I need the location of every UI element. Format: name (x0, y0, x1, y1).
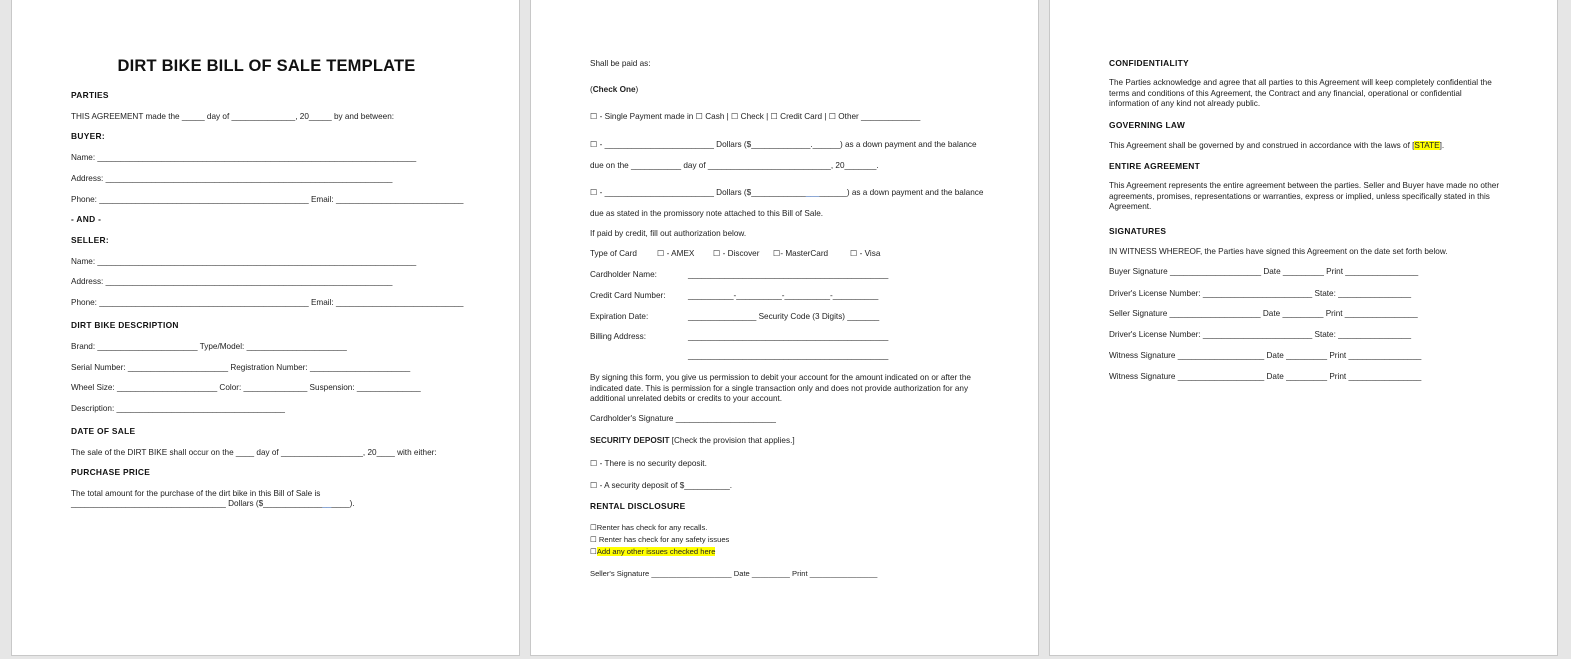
down-payment-option-1: ☐ - ________________________ Dollars ($_____________.______) as a down payment and the balance (590, 140, 977, 149)
agreement-line: THIS AGREEMENT made the _____ day of ______________, 20_____ by and between: (71, 112, 395, 121)
down-payment-2c: ______) as a down payment and the balance (819, 188, 984, 197)
price-line-2a: __________________________________ Dollars ($_____________ (71, 499, 323, 508)
rental-other-item (590, 547, 715, 557)
price-link-mark: __ (322, 499, 332, 508)
price-line-2c: ____). (331, 499, 355, 508)
security-deposit-heading: SECURITY DEPOSIT (590, 436, 670, 445)
due-on-line: due on the ___________ day of ___________________________, 20_______. (590, 161, 879, 170)
seller-signature-line-p3: Seller Signature ____________________ Date _________ Print ________________ (1109, 309, 1418, 318)
rental-other-text: Add any other issues checked here (596, 547, 716, 556)
seller-phone-field: Phone: ______________________________________________ Email: ____________________________ (71, 298, 464, 307)
description-field: Description: _____________________________________ (71, 404, 285, 413)
card-discover-option: ☐ - Discover (713, 249, 760, 258)
signatures-heading: SIGNATURES (1109, 226, 1167, 236)
sale-date-line: The sale of the DIRT BIKE shall occur on the ____ day of __________________, 20____ with either: (71, 448, 437, 457)
card-amex-option: ☐ - AMEX (657, 249, 695, 258)
check-one-suffix: ) (635, 85, 639, 94)
confidentiality-heading: CONFIDENTIALITY (1109, 58, 1189, 68)
price-line-2 (71, 499, 355, 509)
document-page-1 (11, 0, 520, 656)
expiration-field: _______________ Security Code (3 Digits) _______ (688, 312, 880, 321)
brand-field: Brand: ______________________ Type/Model: ______________________ (71, 342, 347, 351)
rental-other-checkbox: ☐ (590, 547, 597, 556)
down-payment-2a: ☐ - ________________________ Dollars ($____________ (590, 188, 806, 197)
security-deposit-line (590, 436, 795, 446)
governing-law-line (1109, 141, 1444, 151)
deposit-amount-option: ☐ - A security deposit of $__________. (590, 481, 733, 490)
check-one-prefix: ( (590, 85, 593, 94)
card-mastercard-option: ☐- MasterCard (773, 249, 829, 258)
and-separator: - AND - (71, 214, 102, 224)
due-note-line: due as stated in the promissory note attached to this Bill of Sale. (590, 209, 824, 218)
governing-law-heading: GOVERNING LAW (1109, 120, 1186, 130)
cardholder-field: ____________________________________________ (688, 270, 889, 279)
parties-heading: PARTIES (71, 90, 109, 100)
buyer-name-field: Name: ______________________________________________________________________ (71, 153, 417, 162)
document-page-3 (1049, 0, 1558, 656)
governing-law-suffix: ]. (1439, 141, 1445, 150)
date-of-sale-heading: DATE OF SALE (71, 426, 136, 436)
seller-heading: SELLER: (71, 235, 109, 245)
rental-disclosure-heading: RENTAL DISCLOSURE (590, 501, 686, 511)
serial-field: Serial Number: ______________________ Registration Number: ______________________ (71, 363, 411, 372)
state-placeholder: STATE (1414, 141, 1440, 150)
expiration-label: Expiration Date: (590, 312, 649, 321)
card-type-label: Type of Card (590, 249, 637, 258)
cardholder-signature: Cardholder's Signature ______________________ (590, 414, 776, 423)
seller-name-field: Name: ______________________________________________________________________ (71, 257, 417, 266)
price-line-1: The total amount for the purchase of the dirt bike in this Bill of Sale is (71, 489, 321, 498)
seller-signature-line: Seller's Signature ___________________ Date _________ Print ________________ (590, 569, 878, 578)
cc-number-field: __________-__________-__________-__________ (688, 291, 879, 300)
billing-field-2: ____________________________________________ (688, 351, 889, 360)
check-one-label: Check One (592, 85, 636, 94)
rental-recalls-item: ☐Renter has check for any recalls. (590, 523, 708, 532)
cc-number-label: Credit Card Number: (590, 291, 666, 300)
cardholder-label: Cardholder Name: (590, 270, 657, 279)
buyer-heading: BUYER: (71, 131, 105, 141)
witness-signature-line-1: Witness Signature ___________________ Date _________ Print ________________ (1109, 351, 1422, 360)
entire-agreement-heading: ENTIRE AGREEMENT (1109, 161, 1201, 171)
governing-law-text: This Agreement shall be governed by and construed in accordance with the laws of [ (1109, 141, 1415, 150)
seller-license-line: Driver's License Number: ________________________ State: ________________ (1109, 330, 1412, 339)
check-one-line (590, 85, 638, 95)
billing-field-1: ____________________________________________ (688, 332, 889, 341)
buyer-license-line: Driver's License Number: ________________________ State: ________________ (1109, 289, 1412, 298)
buyer-phone-field: Phone: ______________________________________________ Email: ____________________________ (71, 195, 464, 204)
credit-note-line: If paid by credit, fill out authorization below. (590, 229, 747, 238)
billing-label: Billing Address: (590, 332, 646, 341)
wheel-size-field: Wheel Size: ______________________ Color: ______________ Suspension: ______________ (71, 383, 421, 392)
paid-as-line: Shall be paid as: (590, 59, 651, 68)
buyer-address-field: Address: _______________________________________________________________ (71, 174, 393, 183)
buyer-signature-line: Buyer Signature ____________________ Date _________ Print ________________ (1109, 267, 1419, 276)
witness-intro: IN WITNESS WHEREOF, the Parties have signed this Agreement on the date set forth below. (1109, 247, 1448, 256)
document-page-2 (530, 0, 1039, 656)
confidentiality-paragraph: The Parties acknowledge and agree that all parties to this Agreement will keep completely confidential the terms and conditions of this Agreement, the Contract and any financial, operational or confidential information of any kind not already public. (1109, 78, 1492, 108)
purchase-price-heading: PURCHASE PRICE (71, 467, 151, 477)
rental-safety-item: ☐ Renter has check for any safety issues (590, 535, 730, 544)
description-heading: DIRT BIKE DESCRIPTION (71, 320, 179, 330)
down-payment-option-2 (590, 188, 983, 198)
card-visa-option: ☐ - Visa (850, 249, 881, 258)
no-deposit-option: ☐ - There is no security deposit. (590, 459, 707, 468)
security-deposit-note: [Check the provision that applies.] (669, 436, 795, 445)
witness-signature-line-2: Witness Signature ___________________ Date _________ Print ________________ (1109, 372, 1422, 381)
entire-agreement-paragraph: This Agreement represents the entire agreement between the parties. Seller and Buyer have made no other agreements, promises, representations or warranties, express or implied, unless specifically stated in this Agreement. (1109, 181, 1500, 211)
consent-paragraph: By signing this form, you give us permission to debit your account for the amount indicated on or after the indicated date. This is permission for a single transaction only and does not provide authorization for any additional unrelated debits or credits to your account. (590, 373, 971, 403)
seller-address-field: Address: _______________________________________________________________ (71, 277, 393, 286)
single-payment-option: ☐ - Single Payment made in ☐ Cash | ☐ Check | ☐ Credit Card | ☐ Other _____________ (590, 112, 921, 121)
document-title: DIRT BIKE BILL OF SALE TEMPLATE (117, 57, 416, 75)
down-payment-link-mark: ___ (805, 188, 820, 197)
